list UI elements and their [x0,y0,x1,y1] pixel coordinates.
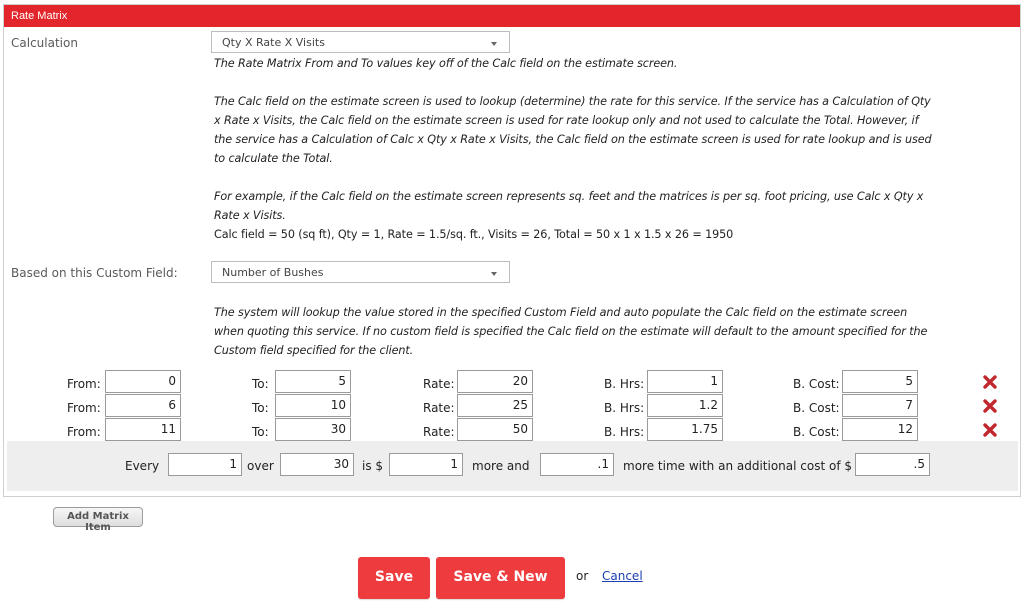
over-input[interactable]: 30 [280,453,354,476]
delete-x-icon[interactable] [983,375,997,389]
calculation-label: Calculation [11,36,78,50]
bcost-input[interactable]: 5 [842,370,918,393]
is-amount-input[interactable]: 1 [389,453,463,476]
panel-title: Rate Matrix [4,5,1020,27]
bhrs-input[interactable]: 1.2 [647,394,723,417]
chevron-down-icon [491,42,497,46]
or-text: or [576,569,589,583]
to-label: To: [252,425,269,439]
help-rate-matrix-key: The Rate Matrix From and To values key off of the Calc field on the estimate screen. [214,57,678,70]
bhrs-input[interactable]: 1 [647,370,723,393]
is-label: is $ [362,459,384,473]
delete-x-icon[interactable] [983,423,997,437]
over-label: over [247,459,274,473]
to-input[interactable]: 30 [275,418,351,441]
help-example-formula: Calc field = 50 (sq ft), Qty = 1, Rate = 1.5/sq. ft., Visits = 26, Total = 50 x 1 x 1.5 x 26 = 1950 [214,228,734,241]
rate-input[interactable]: 50 [457,418,533,441]
save-and-new-button[interactable]: Save & New [436,557,565,599]
from-input[interactable]: 11 [105,418,181,441]
calculation-select[interactable] [211,31,510,53]
bhrs-label: B. Hrs: [604,377,645,391]
custom-field-label: Based on this Custom Field: [11,266,178,280]
bcost-label: B. Cost: [793,377,840,391]
to-input[interactable]: 10 [275,394,351,417]
rate-label: Rate: [423,425,455,439]
from-label: From: [67,425,101,439]
from-input[interactable]: 6 [105,394,181,417]
rate-input[interactable]: 25 [457,394,533,417]
every-label: Every [125,459,160,473]
additional-cost-label: more time with an additional cost of $ [623,459,853,473]
bcost-input[interactable]: 7 [842,394,918,417]
more-time-input[interactable]: .1 [540,453,614,476]
custom-field-select-value: Number of Bushes [222,266,324,279]
from-label: From: [67,401,101,415]
from-input[interactable]: 0 [105,370,181,393]
rate-input[interactable]: 20 [457,370,533,393]
calculation-select-value: Qty X Rate X Visits [222,36,325,49]
add-matrix-item-button[interactable]: Add Matrix Item [53,507,143,527]
delete-x-icon[interactable] [983,399,997,413]
from-label: From: [67,377,101,391]
help-calc-field: The Calc field on the estimate screen is used to lookup (determine) the rate for this service. If the service has a Calculation of Qty x Rate x Visits, the Calc field on the estimate screen is used for rate lookup only and not used to calculate the Total. However, if the service has a Calculation of Calc x Qty x Rate x Visits, the Calc field on the estimate screen is used for rate lookup and is used to calculate the Total. [214,95,932,165]
bhrs-label: B. Hrs: [604,401,645,415]
bcost-label: B. Cost: [793,401,840,415]
save-button[interactable]: Save [358,557,430,599]
chevron-down-icon [491,272,497,276]
every-input[interactable]: 1 [168,453,242,476]
help-example: For example, if the Calc field on the estimate screen represents sq. feet and the matrices is per sq. foot pricing, use Calc x Qty x Rate x Visits. [214,190,924,222]
bhrs-label: B. Hrs: [604,425,645,439]
bcost-label: B. Cost: [793,425,840,439]
rate-matrix-panel [3,4,1021,497]
bcost-input[interactable]: 12 [842,418,918,441]
help-custom-field: The system will lookup the value stored in the specified Custom Field and auto populate the Calc field on the estimate screen when quoting this service. If no custom field is specified the Calc field on the estimate will default to the amount specified for the Custom field specified for the client. [214,306,928,357]
additional-cost-input[interactable]: .5 [855,453,930,476]
rate-label: Rate: [423,377,455,391]
to-label: To: [252,401,269,415]
to-input[interactable]: 5 [275,370,351,393]
rate-label: Rate: [423,401,455,415]
bhrs-input[interactable]: 1.75 [647,418,723,441]
custom-field-select[interactable] [211,261,510,283]
incremental-rate-bar [7,441,1018,491]
to-label: To: [252,377,269,391]
cancel-link[interactable]: Cancel [602,569,643,583]
more-and-label: more and [472,459,530,473]
